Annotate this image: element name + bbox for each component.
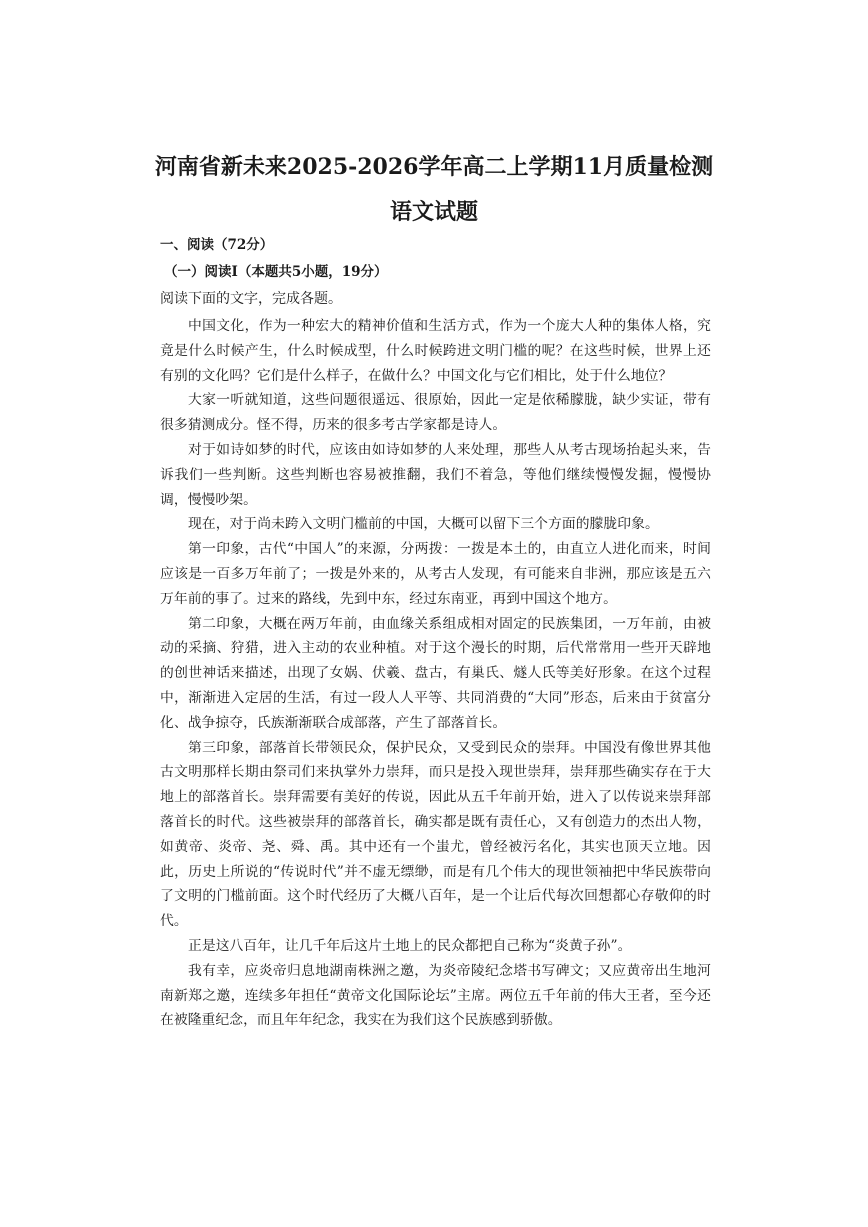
instruction-text: 阅读下面的文字，完成各题。 <box>160 291 342 307</box>
paragraph: 中国文化，作为一种宏大的精神价值和生活方式，作为一个庞大人种的集体人格，究竟是什么时候产生，什么时候成型，什么时候跨进文明门槛的呢？在这些时候，世界上还有别的文化吗？它们是什么样子，在做什么？中国文化与它们相比，处于什么地位？ <box>160 318 711 384</box>
paragraph: 第二印象，大概在两万年前，由血缘关系组成相对固定的民族集团，一万年前，由被动的采摘、狩猎，进入主动的农业种植。对于这个漫长的时期，后代常常用一些开天辟地的创世神话来描述，出现了女娲、伏羲、盘古，有巢氏、燧人氏等美好形象。在这个过程中，渐渐进入定居的生活，有过一段人人平等、共同消费的“大同”形态，后来由于贫富分化、战争掠夺，氏族渐渐联合成部落，产生了部落首长。 <box>160 615 711 731</box>
document-title: 河南省新未来2025-2026学年高二上学期11月质量检测 <box>154 154 714 180</box>
paragraph: 大家一听就知道，这些问题很遥远、很原始，因此一定是依稀朦胧，缺少实证，带有很多猜测成分。怪不得，历来的很多考古学家都是诗人。 <box>160 392 711 434</box>
reading-passage <box>160 314 711 1033</box>
document-subtitle: 语文试题 <box>389 199 478 225</box>
paragraph: 第一印象，古代“中国人”的来源，分两拨：一拨是本土的，由直立人进化而来，时间应该是一百多万年前了；一拨是外来的，从考古人发现，有可能来自非洲，那应该是五六万年前的事了。过来的路线，先到中东，经过东南亚，再到中国这个地方。 <box>160 541 711 607</box>
paragraph: 对于如诗如梦的时代，应该由如诗如梦的人来处理，那些人从考古现场抬起头来，告诉我们一些判断。这些判断也容易被推翻，我们不着急，等他们继续慢慢发掘，慢慢协调，慢慢吵架。 <box>160 441 711 508</box>
section-heading: 一、阅读（72分） <box>160 237 274 253</box>
paragraph: 现在，对于尚未跨入文明门槛前的中国，大概可以留下三个方面的朦胧印象。 <box>188 516 659 533</box>
paragraph: 第三印象，部落首长带领民众，保护民众，又受到民众的崇拜。中国没有像世界其他古文明那样长期由祭司们来执掌外力崇拜，而只是投入现世崇拜，崇拜那些确实存在于大地上的部落首长。崇拜需要有美好的传说，因此从五千年前开始，进入了以传说来崇拜部落首长的时代。这些被崇拜的部落首长，确实都是既有责任心，又有创造力的杰出人物，如黄帝、炎帝、尧、舜、禹。其中还有一个蚩尤，曾经被污名化，其实也顶天立地。因此，历史上所说的“传说时代”并不虚无缥缈，而是有几个伟大的现世领袖把中华民族带向了文明的门槛前面。这个时代经历了大概八百年，是一个让后代每次回想都心存敬仰的时代。 <box>160 739 711 930</box>
paragraph: 正是这八百年，让几千年后这片土地上的民众都把自己称为“炎黄子孙”。 <box>188 937 632 954</box>
subsection-heading: （一）阅读Ⅰ（本题共5小题，19分） <box>164 264 388 280</box>
paragraph: 我有幸，应炎帝归息地湖南株洲之邀，为炎帝陵纪念塔书写碑文；又应黄帝出生地河南新郑之邀，连续多年担任“黄帝文化国际论坛”主席。两位五千年前的伟大王者，至今还在被隆重纪念，而且年年纪念，我实在为我们这个民族感到骄傲。 <box>160 962 711 1029</box>
